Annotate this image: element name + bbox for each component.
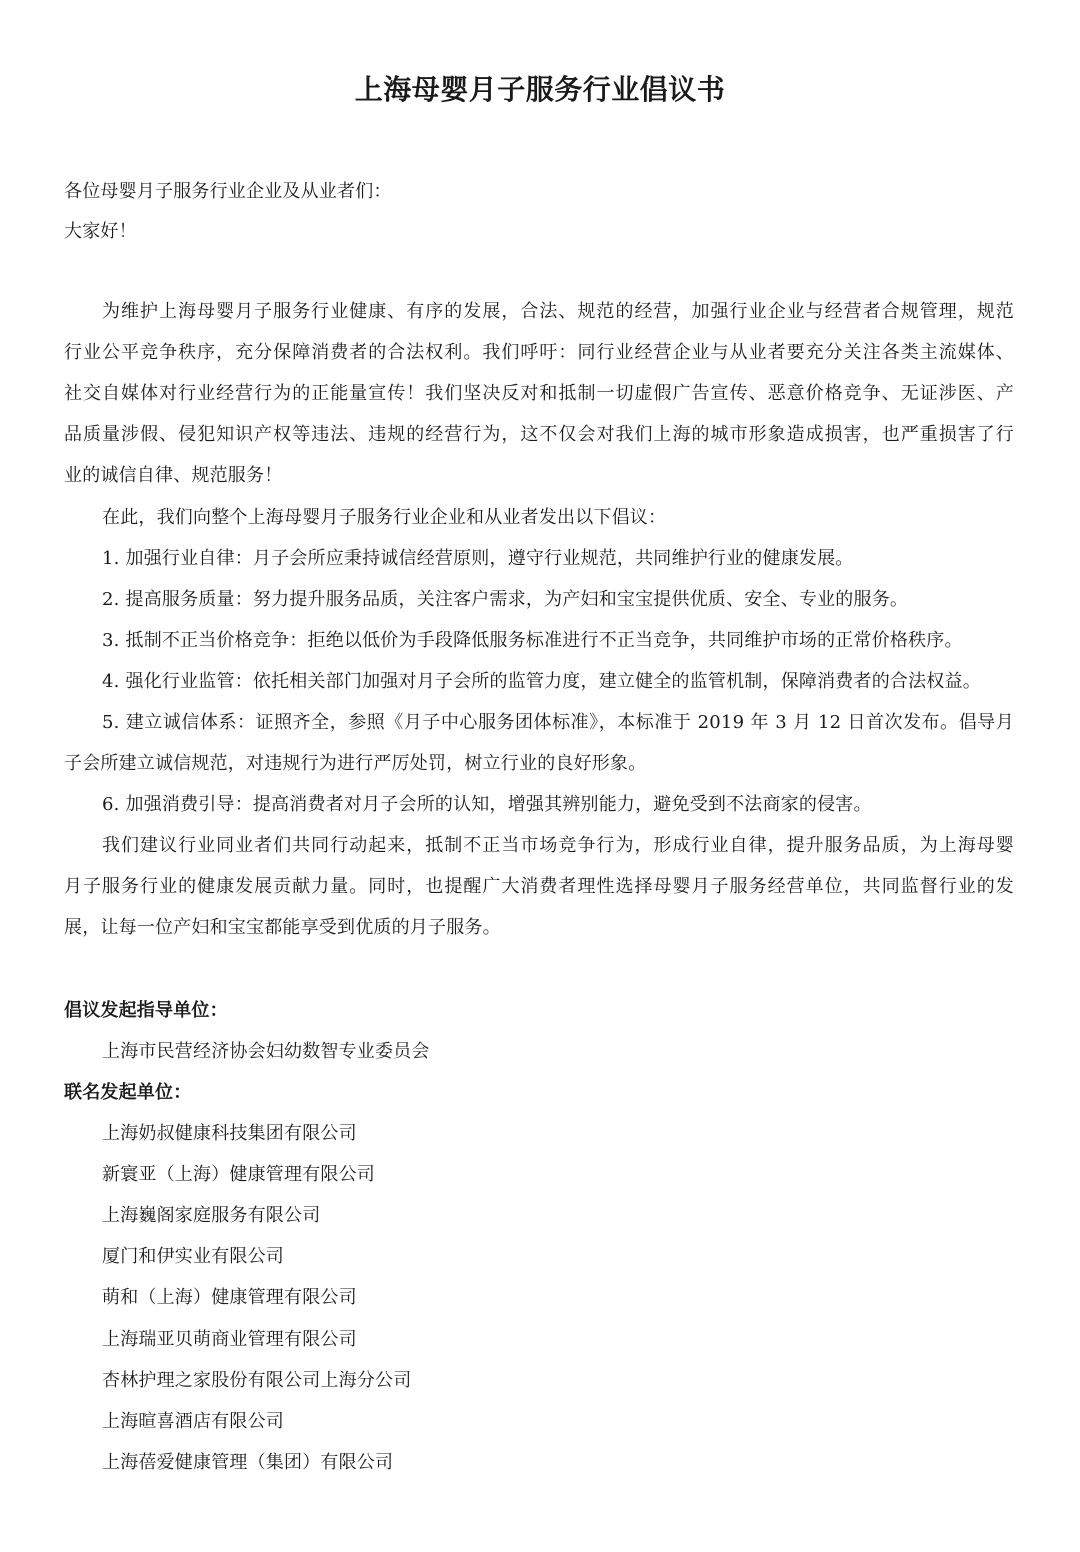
intro-line: 品质量涉假、侵犯知识产权等违法、违规的经营行为，这不仅会对我们上海的城市形象造成损害，也严重损害了行 xyxy=(64,424,1014,445)
document-title: 上海母婴月子服务行业倡议书 xyxy=(354,73,726,106)
joint-org: 萌和（上海）健康管理有限公司 xyxy=(102,1287,357,1308)
joint-org: 杏林护理之家股份有限公司上海分公司 xyxy=(102,1370,412,1391)
guide-org: 上海市民营经济协会妇幼数智专业委员会 xyxy=(102,1041,430,1062)
joint-org: 上海奶叔健康科技集团有限公司 xyxy=(102,1123,357,1144)
joint-org: 上海巍阁家庭服务有限公司 xyxy=(102,1205,321,1226)
proposal-item: 3. 抵制不正当价格竞争：拒绝以低价为手段降低服务标准进行不正当竞争，共同维护市场的正常价格秩序。 xyxy=(102,630,963,651)
proposal-item: 2. 提高服务质量：努力提升服务品质，关注客户需求，为产妇和宝宝提供优质、安全、专业的服务。 xyxy=(102,589,909,610)
intro-line: 社交自媒体对行业经营行为的正能量宣传！我们坚决反对和抵制一切虚假广告宣传、恶意价格竞争、无证涉医、产 xyxy=(64,383,1014,404)
intro-line: 为维护上海母婴月子服务行业健康、有序的发展，合法、规范的经营，加强行业企业与经营者合规管理，规范 xyxy=(102,301,1014,322)
joint-org: 上海瑞亚贝萌商业管理有限公司 xyxy=(102,1329,357,1350)
closing-line: 展，让每一位产妇和宝宝都能享受到优质的月子服务。 xyxy=(64,917,501,938)
proposal-item: 5. 建立诚信体系：证照齐全，参照《月子中心服务团体标准》，本标准于 2019 年 3 月 12 日首次发布。倡导月 xyxy=(102,712,1014,733)
joint-org: 新寰亚（上海）健康管理有限公司 xyxy=(102,1164,375,1185)
proposal-item: 6. 加强消费引导：提高消费者对月子会所的认知，增强其辨别能力，避免受到不法商家的侵害。 xyxy=(102,794,872,815)
joint-org: 上海蓓爱健康管理（集团）有限公司 xyxy=(102,1452,394,1473)
intro-line: 行业公平竞争秩序，充分保障消费者的合法权利。我们呼吁：同行业经营企业与从业者要充分关注各类主流媒体、 xyxy=(64,342,1014,363)
salutation: 各位母婴月子服务行业企业及从业者们： xyxy=(64,181,392,202)
joint-org: 厦门和伊实业有限公司 xyxy=(102,1246,284,1267)
intro-line: 业的诚信自律、规范服务！ xyxy=(64,465,283,486)
guide-heading: 倡议发起指导单位： xyxy=(64,1000,228,1021)
joint-org: 上海暄喜酒店有限公司 xyxy=(102,1411,284,1432)
proposal-item-continuation: 子会所建立诚信规范，对违规行为进行严厉处罚，树立行业的良好形象。 xyxy=(64,753,647,774)
closing-line: 我们建议行业同业者们共同行动起来，抵制不正当市场竞争行为，形成行业自律，提升服务品质，为上海母婴 xyxy=(102,835,1014,856)
greeting: 大家好！ xyxy=(64,221,137,242)
closing-line: 月子服务行业的健康发展贡献力量。同时，也提醒广大消费者理性选择母婴月子服务经营单位，共同监督行业的发 xyxy=(64,876,1014,897)
joint-heading: 联名发起单位： xyxy=(64,1082,192,1103)
proposal-intro: 在此，我们向整个上海母婴月子服务行业企业和从业者发出以下倡议： xyxy=(102,507,667,528)
proposal-item: 1. 加强行业自律：月子会所应秉持诚信经营原则，遵守行业规范，共同维护行业的健康发展。 xyxy=(102,548,854,569)
proposal-item: 4. 强化行业监管：依托相关部门加强对月子会所的监管力度，建立健全的监管机制，保障消费者的合法权益。 xyxy=(102,671,981,692)
